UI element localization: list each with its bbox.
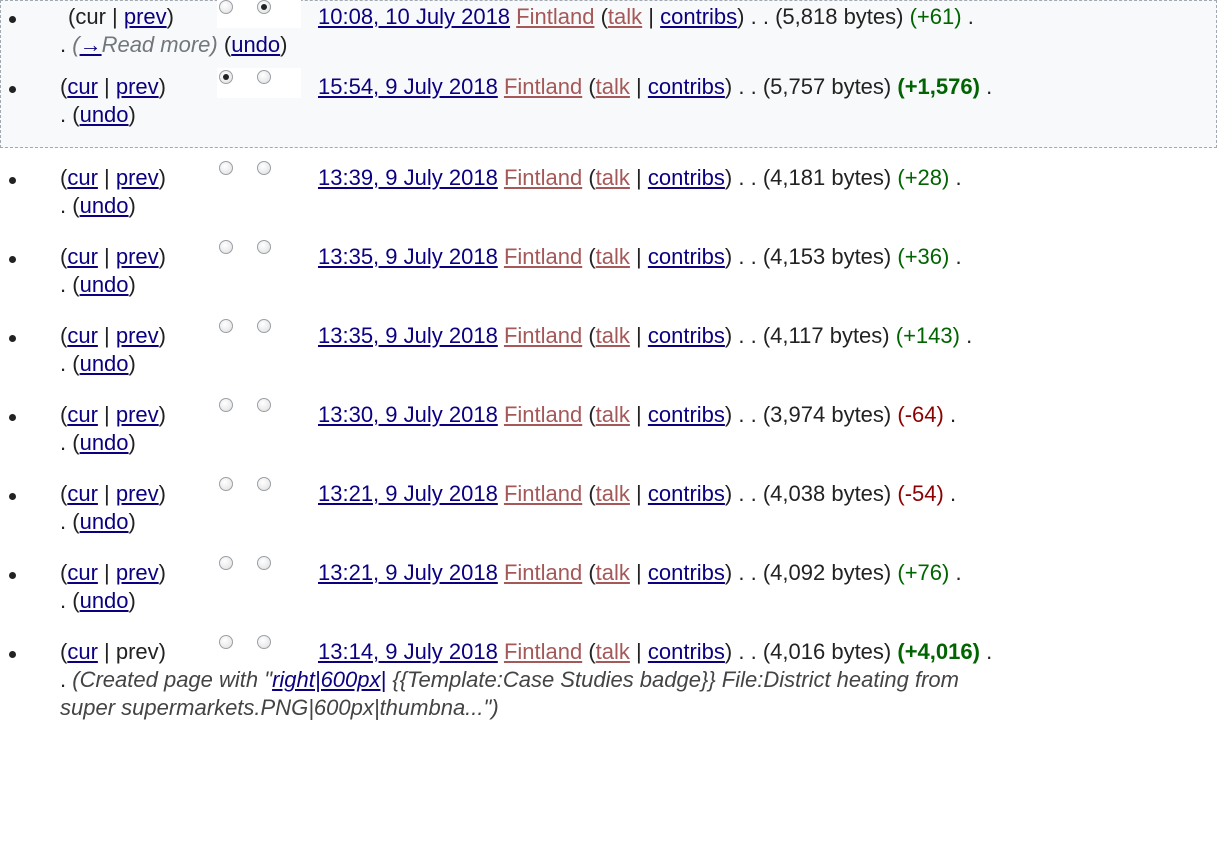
byte-diff: (+61)	[909, 4, 962, 29]
talk-link[interactable]: talk	[595, 402, 630, 427]
revision-timestamp-link[interactable]: 13:35, 9 July 2018	[318, 244, 498, 269]
byte-size: (4,038 bytes)	[762, 481, 892, 506]
revision-timestamp-link[interactable]: 13:21, 9 July 2018	[318, 481, 498, 506]
list-bullet	[9, 177, 16, 184]
list-bullet	[9, 572, 16, 579]
section-arrow-link[interactable]: →	[79, 32, 102, 57]
revision-timestamp-link[interactable]: 13:30, 9 July 2018	[318, 402, 498, 427]
byte-diff: (-54)	[897, 481, 944, 506]
user-link[interactable]: Fintland	[503, 165, 583, 190]
undo-link[interactable]: undo	[79, 351, 129, 376]
byte-size: (3,974 bytes)	[762, 402, 892, 427]
edit-summary: (Created page with "right|600px| {{Template:Case Studies badge}} File:District heating from	[72, 667, 959, 692]
cur-link[interactable]: cur	[67, 323, 98, 348]
oldid-radio[interactable]	[219, 70, 233, 84]
byte-size: (4,117 bytes)	[762, 323, 890, 348]
undo-link[interactable]: undo	[79, 102, 129, 127]
prev-link[interactable]: prev	[115, 402, 159, 427]
byte-size: (4,092 bytes)	[762, 560, 892, 585]
history-entry: (cur | prev) 10:08, 10 July 2018 Fintland (talk | contribs) . . (5,818 bytes) (+61) . . (→Read more) (undo)	[0, 2, 1220, 82]
undo-link[interactable]: undo	[79, 509, 129, 534]
talk-link[interactable]: talk	[595, 165, 630, 190]
byte-size: (4,181 bytes)	[762, 165, 892, 190]
contribs-link[interactable]: contribs	[660, 4, 738, 29]
user-link[interactable]: Fintland	[503, 481, 583, 506]
byte-diff: (+143)	[895, 323, 960, 348]
contribs-link[interactable]: contribs	[647, 481, 725, 506]
byte-diff: (+28)	[897, 165, 950, 190]
compare-radios	[217, 68, 301, 98]
compare-radios	[217, 0, 301, 28]
compare-radios	[217, 317, 301, 347]
oldid-radio[interactable]	[219, 240, 233, 254]
cur-link[interactable]: cur	[67, 639, 98, 664]
compare-radios	[217, 554, 301, 584]
diff-radio[interactable]	[257, 556, 271, 570]
user-link[interactable]: Fintland	[503, 639, 583, 664]
oldid-radio[interactable]	[219, 0, 233, 14]
user-link[interactable]: Fintland	[503, 323, 583, 348]
byte-diff: (+1,576)	[897, 74, 980, 99]
history-entry: (cur | prev) 13:39, 9 July 2018 Fintland (talk | contribs) . . (4,181 bytes) (+28) . . (undo)	[0, 163, 1220, 243]
history-entry: (cur | prev) 13:21, 9 July 2018 Fintland (talk | contribs) . . (4,092 bytes) (+76) . . (undo)	[0, 558, 1220, 638]
summary-link[interactable]: right|600px|	[272, 667, 387, 692]
user-link[interactable]: Fintland	[503, 244, 583, 269]
cur-link[interactable]: cur	[67, 560, 98, 585]
contribs-link[interactable]: contribs	[647, 639, 725, 664]
revision-timestamp-link[interactable]: 10:08, 10 July 2018	[318, 4, 511, 29]
cur-link[interactable]: cur	[67, 481, 98, 506]
history-entry: (cur | prev) 13:35, 9 July 2018 Fintland (talk | contribs) . . (4,153 bytes) (+36) . . (undo)	[0, 242, 1220, 322]
undo-link[interactable]: undo	[231, 32, 281, 57]
contribs-link[interactable]: contribs	[647, 165, 725, 190]
list-bullet	[9, 256, 16, 263]
byte-size: (4,016 bytes)	[762, 639, 892, 664]
talk-link[interactable]: talk	[595, 74, 630, 99]
compare-radios	[217, 159, 301, 189]
diff-radio[interactable]	[257, 398, 271, 412]
revision-timestamp-link[interactable]: 13:35, 9 July 2018	[318, 323, 498, 348]
contribs-link[interactable]: contribs	[647, 323, 725, 348]
undo-link[interactable]: undo	[79, 430, 129, 455]
history-entry: (cur | prev) 13:14, 9 July 2018 Fintland (talk | contribs) . . (4,016 bytes) (+4,016) . . (Created page with "right|600px| {{Template:Case Studies badge}} File:District heating from super supermarkets.PNG|600px|thumbna...")	[0, 637, 1220, 737]
cur-link[interactable]: cur	[67, 402, 98, 427]
revision-timestamp-link[interactable]: 15:54, 9 July 2018	[318, 74, 498, 99]
undo-link[interactable]: undo	[79, 272, 129, 297]
byte-diff: (+36)	[897, 244, 950, 269]
cur-link[interactable]: cur	[67, 165, 98, 190]
byte-size: (5,757 bytes)	[762, 74, 892, 99]
prev-link[interactable]: prev	[123, 4, 167, 29]
talk-link[interactable]: talk	[595, 244, 630, 269]
compare-radios	[217, 396, 301, 426]
contribs-link[interactable]: contribs	[647, 560, 725, 585]
prev-link[interactable]: prev	[115, 560, 159, 585]
byte-size: (4,153 bytes)	[762, 244, 892, 269]
diff-radio[interactable]	[257, 161, 271, 175]
revision-timestamp-link[interactable]: 13:21, 9 July 2018	[318, 560, 498, 585]
diff-radio[interactable]	[257, 240, 271, 254]
oldid-radio[interactable]	[219, 635, 233, 649]
talk-link[interactable]: talk	[607, 4, 643, 29]
list-bullet	[9, 651, 16, 658]
byte-diff: (+4,016)	[897, 639, 980, 664]
prev-link[interactable]: prev	[115, 165, 159, 190]
revision-timestamp-link[interactable]: 13:14, 9 July 2018	[318, 639, 498, 664]
byte-diff: (+76)	[897, 560, 950, 585]
prev-link[interactable]: prev	[115, 481, 159, 506]
diff-radio[interactable]	[257, 319, 271, 333]
byte-diff: (-64)	[897, 402, 944, 427]
oldid-radio[interactable]	[219, 556, 233, 570]
undo-link[interactable]: undo	[79, 588, 129, 613]
talk-link[interactable]: talk	[595, 560, 630, 585]
talk-link[interactable]: talk	[595, 639, 630, 664]
byte-size: (5,818 bytes)	[775, 4, 904, 29]
contribs-link[interactable]: contribs	[647, 244, 725, 269]
oldid-radio[interactable]	[219, 477, 233, 491]
list-bullet	[9, 493, 16, 500]
oldid-radio[interactable]	[219, 161, 233, 175]
user-link[interactable]: Fintland	[516, 4, 595, 29]
revision-timestamp-link[interactable]: 13:39, 9 July 2018	[318, 165, 498, 190]
prev-label: prev	[115, 639, 159, 664]
diff-radio[interactable]	[257, 477, 271, 491]
user-link[interactable]: Fintland	[503, 74, 583, 99]
user-link[interactable]: Fintland	[503, 402, 583, 427]
list-bullet	[9, 335, 16, 342]
diff-radio[interactable]	[257, 0, 271, 14]
user-link[interactable]: Fintland	[503, 560, 583, 585]
oldid-radio[interactable]	[219, 398, 233, 412]
compare-radios	[217, 238, 301, 268]
oldid-radio[interactable]	[219, 319, 233, 333]
prev-link[interactable]: prev	[115, 74, 159, 99]
list-bullet	[9, 86, 16, 93]
prev-link[interactable]: prev	[115, 323, 159, 348]
cur-label: cur	[75, 4, 106, 29]
undo-link[interactable]: undo	[79, 193, 129, 218]
edit-summary: (→Read more)	[72, 32, 218, 57]
talk-link[interactable]: talk	[595, 323, 630, 348]
history-entry: (cur | prev) 13:30, 9 July 2018 Fintland (talk | contribs) . . (3,974 bytes) (-64) . . (undo)	[0, 400, 1220, 480]
contribs-link[interactable]: contribs	[647, 402, 725, 427]
cur-link[interactable]: cur	[67, 244, 98, 269]
compare-radios	[217, 633, 301, 663]
history-entry: (cur | prev) 13:21, 9 July 2018 Fintland (talk | contribs) . . (4,038 bytes) (-54) . . (undo)	[0, 479, 1220, 559]
history-entry: (cur | prev) 13:35, 9 July 2018 Fintland (talk | contribs) . . (4,117 bytes) (+143) . . (undo)	[0, 321, 1220, 401]
edit-summary-continued: super supermarkets.PNG|600px|thumbna...")	[60, 695, 499, 720]
diff-radio[interactable]	[257, 635, 271, 649]
cur-link[interactable]: cur	[67, 74, 98, 99]
contribs-link[interactable]: contribs	[647, 74, 725, 99]
compare-radios	[217, 475, 301, 505]
diff-radio[interactable]	[257, 70, 271, 84]
list-bullet	[9, 16, 16, 23]
prev-link[interactable]: prev	[115, 244, 159, 269]
talk-link[interactable]: talk	[595, 481, 630, 506]
history-entry: (cur | prev) 15:54, 9 July 2018 Fintland (talk | contribs) . . (5,757 bytes) (+1,576) . . (undo)	[0, 72, 1220, 152]
list-bullet	[9, 414, 16, 421]
